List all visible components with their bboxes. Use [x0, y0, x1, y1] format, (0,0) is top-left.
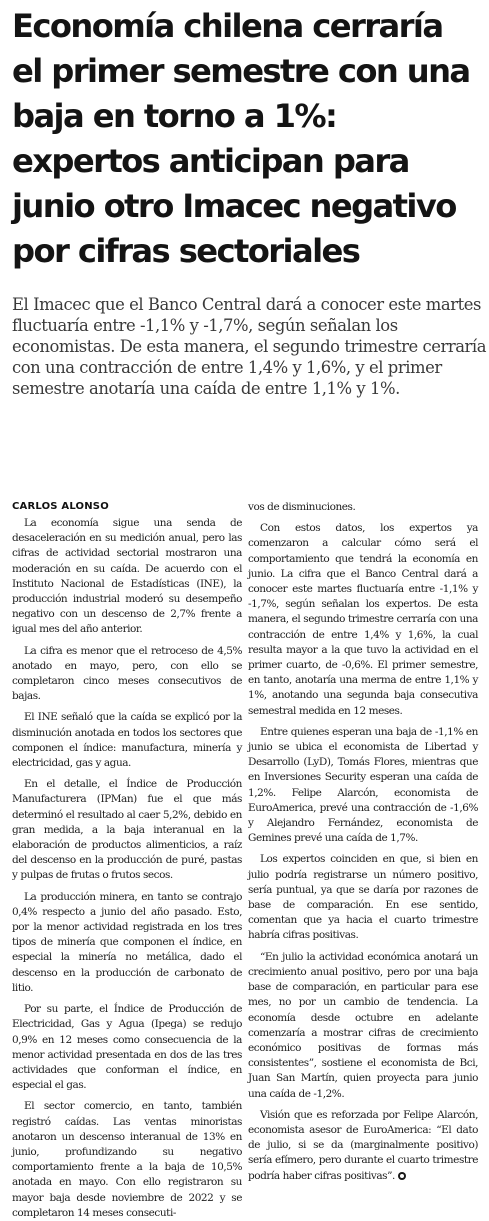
body-paragraph: Por su parte, el Índice de Producción de Electricidad, Gas y Agua (Ipega) se redujo 0,9% en 12 meses como consecuencia de la menor actividad presentada en dos de las tres actividades que conforman el índice, en especial el gas.: [12, 1003, 242, 1092]
lede-line: con una contracción de entre 1,4% y 1,6%, y el primer: [12, 358, 442, 377]
headline-line: expertos anticipan para: [12, 142, 409, 180]
lede-line: fluctuaría entre -1,1% y -1,7%, según señalan los: [12, 316, 398, 335]
lede: [12, 294, 487, 399]
body-paragraph: Con estos datos, los expertos ya comenzaron a calcular cómo será el comportamiento que tendrá la economía en junio. La cifra que el Banco Central dará a conocer este martes fluctuaría entre -1,1% y -1,7%, según señalan los expertos. De esta manera, el segundo trimestre cerraría con una contracción de entre 1,4% y 1,6%, la cual resulta mayor a la que tuvo la actividad en el primer cuarto, de -0,6%. El primer semestre, en tanto, anotaría una merma de entre 1,1% y 1%, anotando una segunda baja consecutiva semestral medida en 12 meses.: [248, 522, 478, 717]
lede-line: semestre anotaría una caída de entre 1,1% y 1%.: [12, 379, 400, 398]
body-paragraph: La producción minera, en tanto se contrajo 0,4% respecto a junio del año pasado. Esto, por la menor actividad registrada en los tres tipos de minería que componen el índice, en especial la minería no metálica, dado el descenso en la producción de carbonato de litio.: [12, 890, 242, 994]
headline-line: Economía chilena cerraría: [12, 7, 443, 45]
headline-line: por cifras sectoriales: [12, 232, 360, 270]
body-paragraph: La economía sigue una senda de desaceleración en su medición anual, pero las cifras de actividad sectorial mostraron una moderación en su caída. De acuerdo con el Instituto Nacional de Estadísticas (INE), la producción industrial moderó su desempeño negativo con un descenso de 2,7% frente a igual mes del año anterior.: [12, 517, 242, 636]
headline-line: junio otro Imacec negativo: [12, 187, 456, 225]
article-column-right: [248, 500, 478, 1180]
body-paragraph-text: Visión que es reforzada por Felipe Alarcón, economista asesor de EuroAmerica: “El dato de julio, si se da (marginalmente positivo) sería efímero, pero durante el cuarto trimestre podría haber cifras positivas”.: [248, 1108, 478, 1182]
article-column-left: [12, 500, 242, 1219]
lede-line: economistas. De esta manera, el segundo trimestre cerraría: [12, 337, 487, 356]
end-of-article-icon: [398, 1172, 406, 1180]
body-paragraph: Los expertos coinciden en que, si bien en julio podría registrarse un número positivo, sería puntual, ya que se daría por razones de base de comparación. En ese sentido, comentan que ya hacia el cuarto trimestre habría cifras positivas.: [248, 853, 478, 942]
body-paragraph: La cifra es menor que el retroceso de 4,5% anotado en mayo, pero, con ello se completaron cinco meses consecutivos de bajas.: [12, 644, 242, 703]
body-paragraph: “En julio la actividad económica anotará un crecimiento anual positivo, pero por una baja base de comparación, en particular para ese mes, no por un cambio de tendencia. La economía desde octubre en adelante comenzaría a mostrar cifras de crecimiento económico positivas de formas más consistentes”, sostiene el economista de Bci, Juan San Martín, quien proyecta para junio una caída de -1,2%.: [248, 950, 478, 1100]
body-paragraph: En el detalle, el Índice de Producción Manufacturera (IPMan) fue el que más determinó el resultado al caer 5,2%, debido en gran medida, a la baja interanual en la elaboración de productos alimenticios, a raíz del descenso en la producción de puré, pastas y pulpas de frutas o frutos secos.: [12, 778, 242, 882]
body-paragraph-continuation: vos de disminuciones.: [248, 501, 356, 513]
body-paragraph: El sector comercio, en tanto, también registró caídas. Las ventas minoristas anotaron un descenso interanual de 13% en junio, profundizando su negativo comportamiento frente a la baja de 10,5% anotada en mayo. Con ello registraron su mayor baja desde noviembre de 2022 y se completaron 14 meses consecuti-: [12, 1100, 242, 1219]
headline: [12, 4, 482, 274]
lede-line: El Imacec que el Banco Central dará a conocer este martes: [12, 295, 481, 314]
headline-line: el primer semestre con una: [12, 52, 470, 90]
body-paragraph: Entre quienes esperan una baja de -1,1% en junio se ubica el economista de Libertad y Desarrollo (LyD), Tomás Flores, mientras que en Inversiones Security esperan una caída de 1,2%. Felipe Alarcón, economista de EuroAmerica, prevé una contracción de -1,6% y Alejandro Fernández, economista de Gemines prevé una caída de 1,7%.: [248, 725, 478, 845]
headline-line: baja en torno a 1%:: [12, 97, 337, 135]
byline: CARLOS ALONSO: [12, 501, 109, 512]
body-paragraph: El INE señaló que la caída se explicó por la disminución anotada en todos los sectores que componen el índice: manufactura, minería y electricidad, gas y agua.: [12, 711, 242, 770]
body-paragraph-last: [248, 1108, 478, 1184]
